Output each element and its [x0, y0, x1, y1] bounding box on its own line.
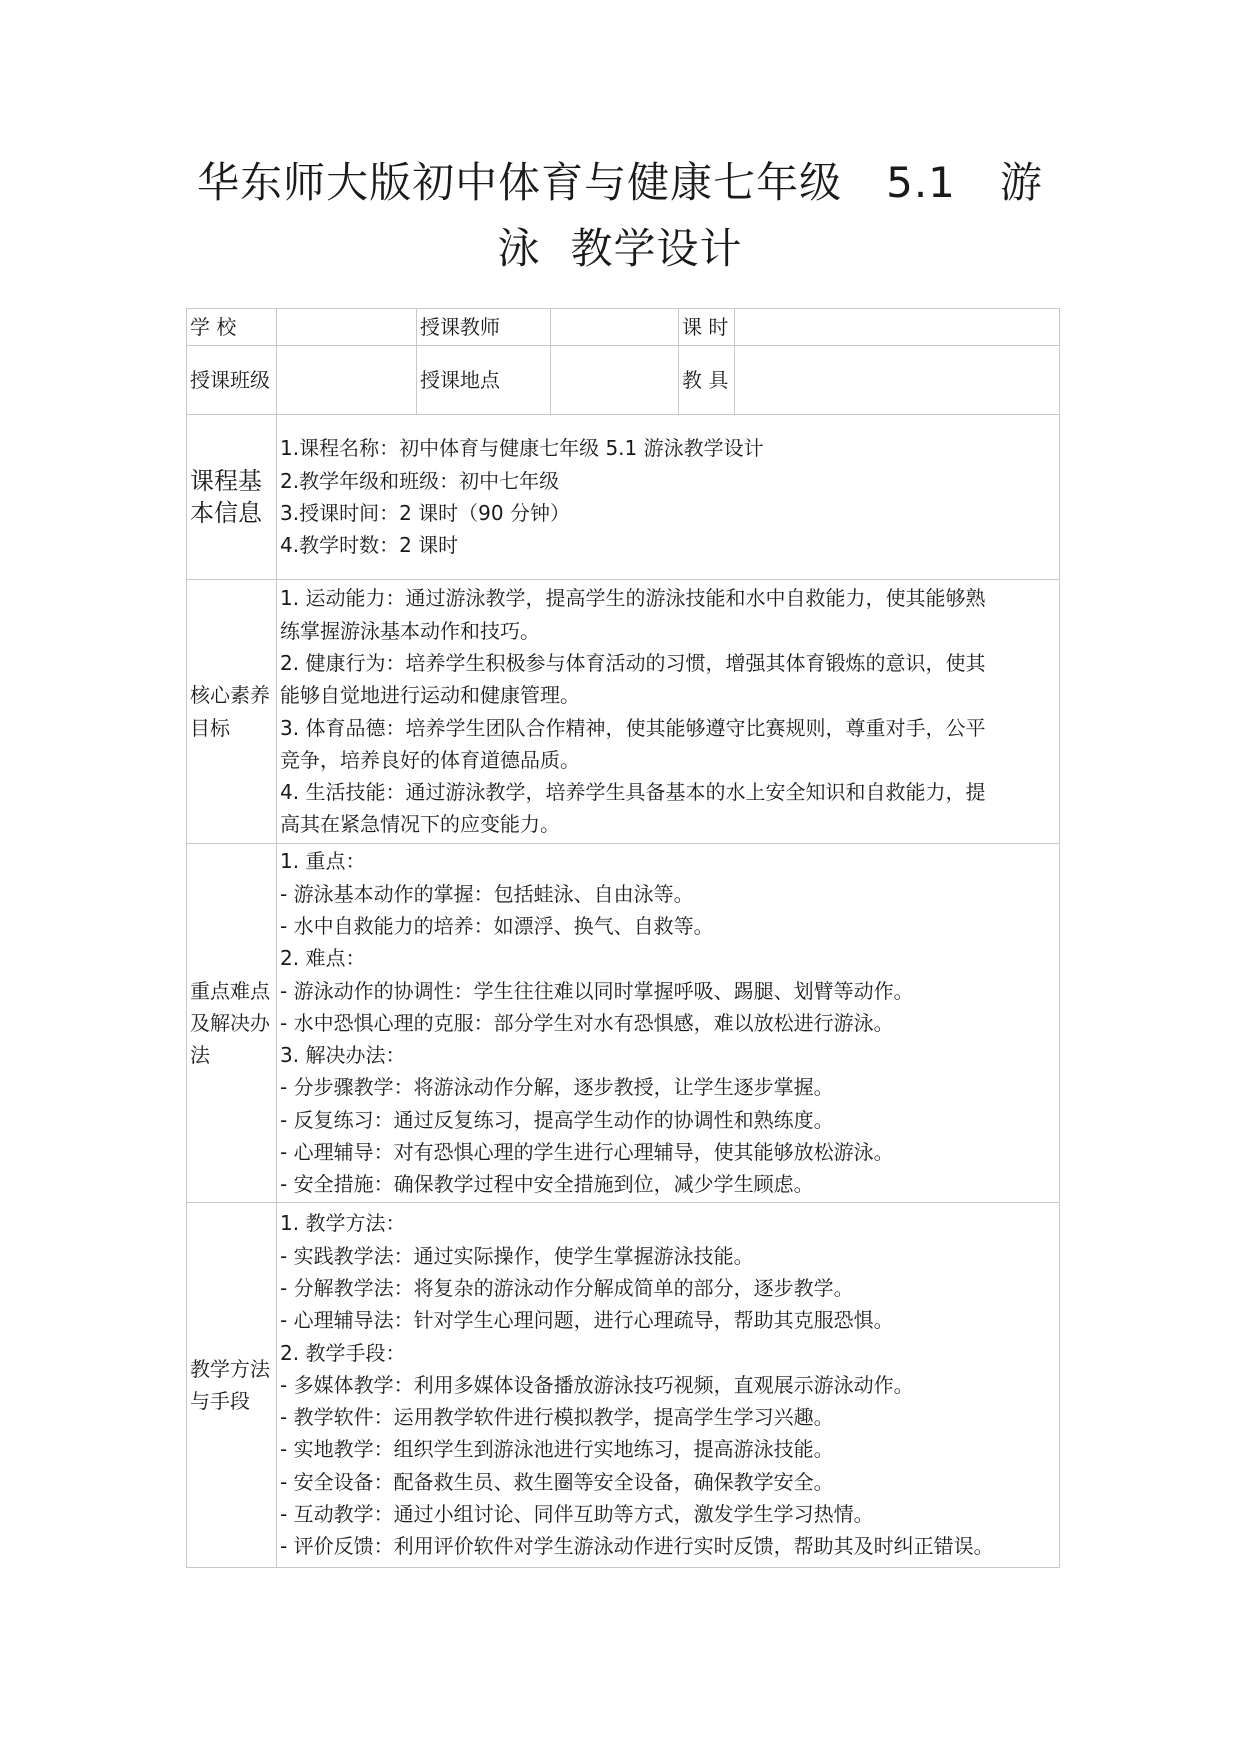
- document-title: [150, 150, 1090, 282]
- location-label: 授课地点: [417, 346, 551, 415]
- title-topic-part1: 游: [999, 158, 1043, 207]
- core-goals-line: 练掌握游泳基本动作和技巧。: [280, 618, 540, 643]
- basic-info-line: 1.课程名称：初中体育与健康七年级 5.1 游泳教学设计: [280, 436, 764, 461]
- key-points-line: 3. 解决办法：: [280, 1043, 406, 1068]
- tools-label: 教 具: [679, 346, 735, 415]
- core-goals-label: 核心素养目标: [187, 580, 277, 844]
- key-points-line: - 安全措施：确保教学过程中安全措施到位，减少学生顾虑。: [280, 1172, 814, 1197]
- basic-info-row: [187, 415, 1060, 580]
- key-points-content: [277, 844, 1060, 1203]
- methods-line: - 评价反馈：利用评价软件对学生游泳动作进行实时反馈，帮助其及时纠正错误。: [280, 1534, 994, 1559]
- tools-value: [735, 346, 1060, 415]
- key-points-line: - 游泳动作的协调性：学生往往难以同时掌握呼吸、踢腿、划臂等动作。: [280, 978, 914, 1003]
- core-goals-content: [277, 580, 1060, 844]
- key-points-label: 重点难点及解决办法: [187, 844, 277, 1203]
- hours-label: 课 时: [679, 309, 735, 346]
- header-row-1: [187, 309, 1060, 346]
- methods-line: - 多媒体教学：利用多媒体设备播放游泳技巧视频，直观展示游泳动作。: [280, 1372, 914, 1397]
- core-goals-line: 1. 运动能力：通过游泳教学，提高学生的游泳技能和水中自救能力，使其能够熟: [280, 586, 986, 611]
- basic-info-line: 3.授课时间：2 课时（90 分钟）: [280, 501, 570, 525]
- methods-line: - 心理辅导法：针对学生心理问题，进行心理疏导，帮助其克服恐惧。: [280, 1308, 894, 1333]
- lesson-plan-table: [186, 308, 1060, 1568]
- methods-line: - 互动教学：通过小组讨论、同伴互助等方式，激发学生学习热情。: [280, 1502, 874, 1527]
- core-goals-line: 高其在紧急情况下的应变能力。: [280, 812, 560, 837]
- title-number: 5.1: [886, 158, 956, 207]
- class-value: [277, 346, 417, 415]
- key-points-line: 2. 难点：: [280, 946, 366, 971]
- location-value: [551, 346, 679, 415]
- core-goals-line: 竞争，培养良好的体育道德品质。: [280, 747, 580, 772]
- methods-line: - 安全设备：配备救生员、救生圈等安全设备，确保教学安全。: [280, 1469, 834, 1494]
- methods-line: - 分解教学法：将复杂的游泳动作分解成简单的部分，逐步教学。: [280, 1275, 854, 1300]
- title-main: 华东师大版初中体育与健康七年级: [197, 158, 843, 207]
- methods-line: 1. 教学方法：: [280, 1211, 406, 1236]
- title-topic-part2: 泳: [497, 224, 541, 273]
- school-label: 学 校: [187, 309, 277, 346]
- header-row-2: [187, 346, 1060, 415]
- teacher-label: 授课教师: [417, 309, 551, 346]
- key-points-line: - 心理辅导：对有恐惧心理的学生进行心理辅导，使其能够放松游泳。: [280, 1140, 894, 1165]
- methods-row: [187, 1203, 1060, 1568]
- key-points-line: - 水中自救能力的培养：如漂浮、换气、自救等。: [280, 913, 714, 938]
- core-goals-row: [187, 580, 1060, 844]
- core-goals-line: 3. 体育品德：培养学生团队合作精神，使其能够遵守比赛规则，尊重对手，公平: [280, 715, 986, 740]
- methods-line: - 实地教学：组织学生到游泳池进行实地练习，提高游泳技能。: [280, 1437, 834, 1462]
- key-points-row: [187, 844, 1060, 1203]
- teacher-value: [551, 309, 679, 346]
- title-suffix: 教学设计: [570, 224, 743, 273]
- key-points-line: - 分步骤教学：将游泳动作分解，逐步教授，让学生逐步掌握。: [280, 1075, 834, 1100]
- hours-value: [735, 309, 1060, 346]
- core-goals-line: 能够自觉地进行运动和健康管理。: [280, 683, 580, 708]
- basic-info-line: 2.教学年级和班级：初中七年级: [280, 468, 560, 493]
- key-points-line: - 反复练习：通过反复练习，提高学生动作的协调性和熟练度。: [280, 1107, 834, 1132]
- class-label: 授课班级: [187, 346, 277, 415]
- school-value: [277, 309, 417, 346]
- methods-content: [277, 1203, 1060, 1568]
- core-goals-line: 2. 健康行为：培养学生积极参与体育活动的习惯，增强其体育锻炼的意识，使其: [280, 650, 986, 675]
- key-points-line: 1. 重点：: [280, 849, 366, 874]
- methods-label: 教学方法与手段: [187, 1203, 277, 1568]
- methods-line: - 实践教学法：通过实际操作，使学生掌握游泳技能。: [280, 1243, 754, 1268]
- basic-info-line: 4.教学时数：2 课时: [280, 533, 459, 558]
- basic-info-content: [277, 415, 1060, 580]
- basic-info-label: 课程基本信息: [187, 415, 277, 580]
- key-points-line: - 游泳基本动作的掌握：包括蛙泳、自由泳等。: [280, 881, 694, 906]
- methods-line: - 教学软件：运用教学软件进行模拟教学，提高学生学习兴趣。: [280, 1405, 834, 1430]
- methods-line: 2. 教学手段：: [280, 1340, 406, 1365]
- core-goals-line: 4. 生活技能：通过游泳教学，培养学生具备基本的水上安全知识和自救能力，提: [280, 780, 986, 805]
- key-points-line: - 水中恐惧心理的克服：部分学生对水有恐惧感，难以放松进行游泳。: [280, 1010, 894, 1035]
